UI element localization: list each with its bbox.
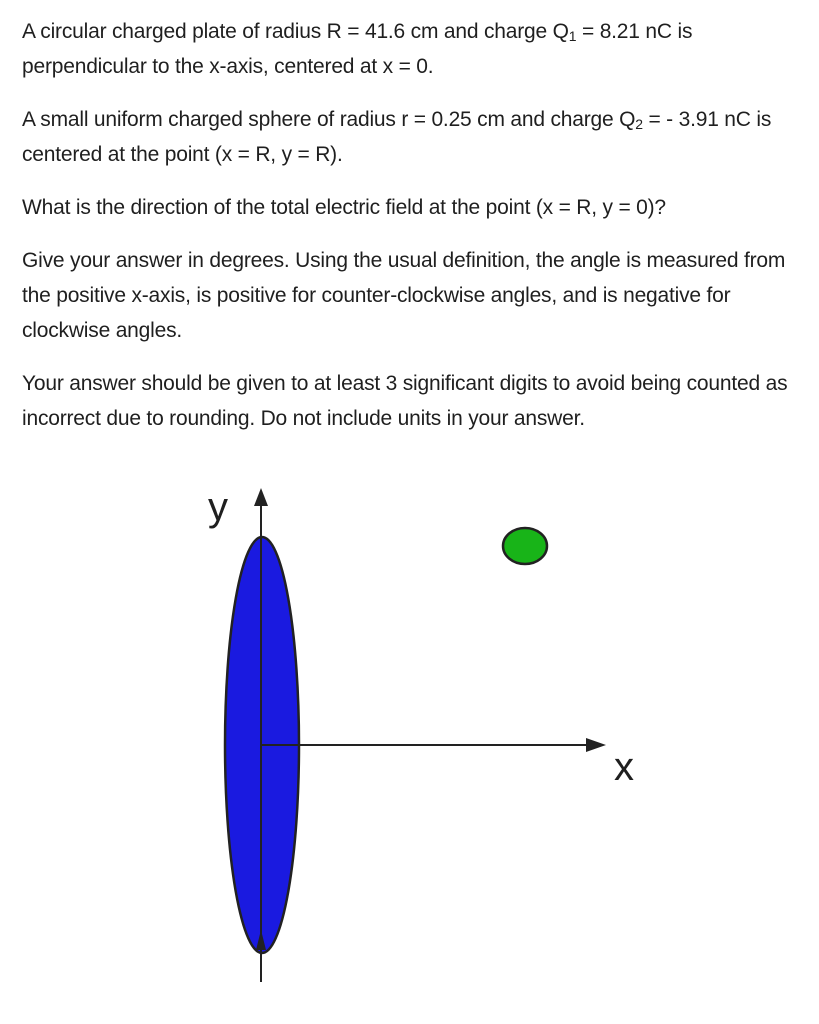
charged-sphere <box>503 528 547 564</box>
paragraph-angle-instructions: Give your answer in degrees. Using the usual definition, the angle is measured from the positive x-axis, is positive for counter-clockwise angles, and is negative for clockwise angles. <box>22 249 786 342</box>
sphere-text-a: A small uniform charged sphere of radius r = 0.25 cm and charge Q <box>22 108 636 131</box>
q1-subscript: 1 <box>568 28 577 44</box>
sphere-text-b: = - 3.91 nC is centered at the point (x = R, y = R). <box>22 108 772 166</box>
plate-text-a: A circular charged plate of radius R = 41.6 cm and charge Q <box>22 20 569 43</box>
x-axis-arrowhead <box>586 738 606 752</box>
paragraph-sigfig-instructions: Your answer should be given to at least 3 significant digits to avoid being counted as incorrect due to rounding. Do not include units in your answer. <box>22 372 788 430</box>
q2-subscript: 2 <box>635 116 643 132</box>
paragraph-question: What is the direction of the total electric field at the point (x = R, y = 0)? <box>22 196 666 219</box>
plate-text-b: = 8.21 nC is perpendicular to the x-axis, centered at x = 0. <box>22 20 693 78</box>
x-axis-label: x <box>614 745 634 789</box>
y-axis-arrowhead <box>254 488 268 506</box>
y-axis-label: y <box>208 485 228 529</box>
